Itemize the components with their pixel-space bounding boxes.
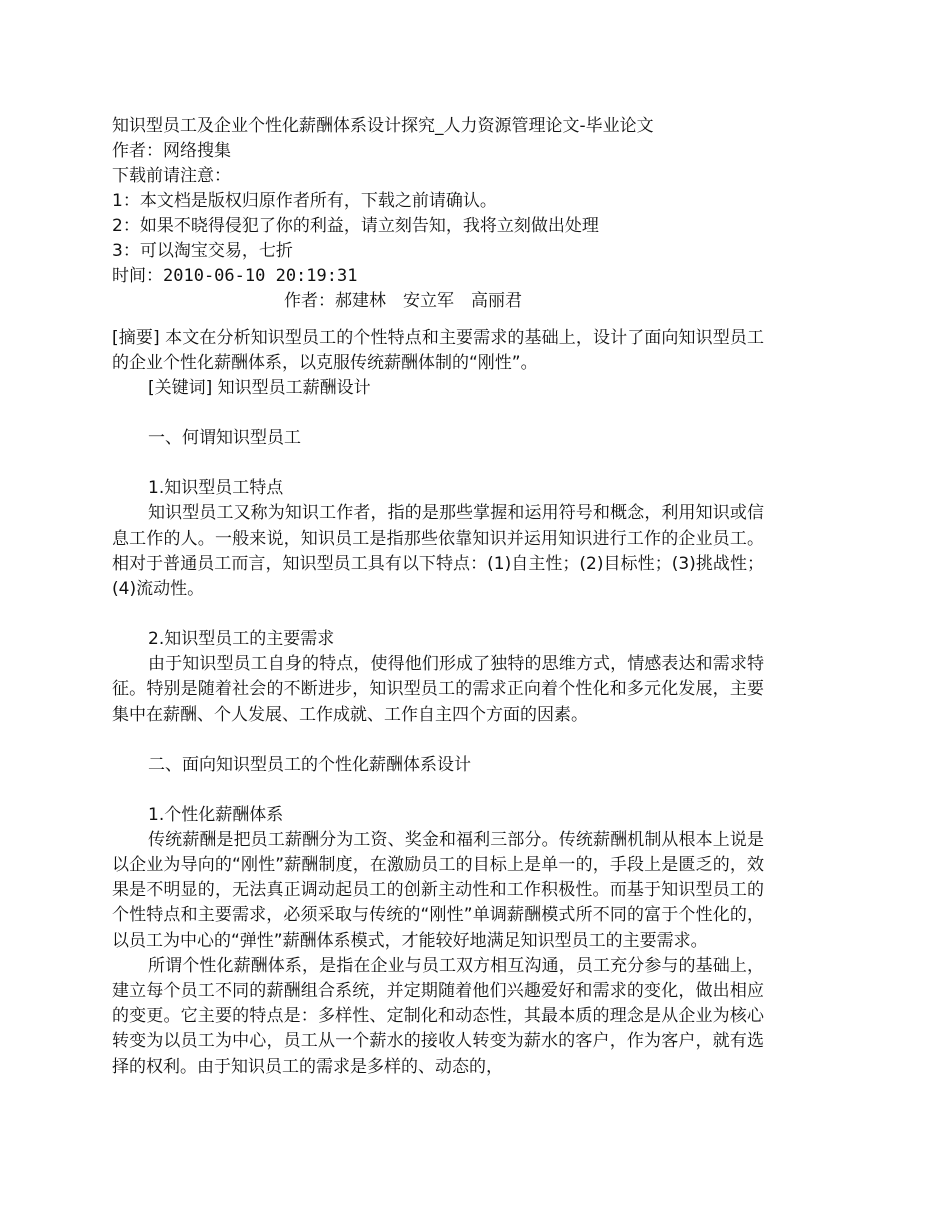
body-paragraph: 所谓个性化薪酬体系，是指在企业与员工双方相互沟通，员工充分参与的基础上，建立每个员工不同的薪酬组合系统，并定期随着他们兴趣爱好和需求的变化，做出相应的变更。它主要的特点是：多样性、定制化和动态性，其最本质的理念是从企业为核心转变为以员工为中心，员工从一个薪水的接收人转变为薪水的客户，作为客户，就有选择的权利。由于知识员工的需求是多样的、动态的， [112,955,764,1077]
document-page [112,114,772,1080]
article-authors: 作者：郝建林 安立军 高丽君 [284,291,522,311]
keywords: [关键词] 知识型员工薪酬设计 [148,378,371,399]
timestamp: 时间：2010-06-10 20:19:31 [112,266,358,286]
subsection-heading: 1.个性化薪酬体系 [148,804,284,825]
document-title: 知识型员工及企业个性化薪酬体系设计探究_人力资源管理论文-毕业论文 [112,116,654,136]
body-paragraph: 知识型员工又称为知识工作者，指的是那些掌握和运用符号和概念，利用知识或信息工作的人。一般来说，知识员工是指那些依靠知识并运用知识进行工作的企业员工。相对于普通员工而言，知识型员工具有以下特点：(1)自主性；(2)目标性；(3)挑战性；(4)流动性。 [112,503,764,600]
body-paragraph: 由于知识型员工自身的特点，使得他们形成了独特的思维方式，情感表达和需求特征。特别是随着社会的不断进步，知识型员工的需求正向着个性化和多元化发展，主要集中在薪酬、个人发展、工作成就、工作自主四个方面的因素。 [112,654,764,725]
section-heading: 二、面向知识型员工的个性化薪酬体系设计 [148,754,471,775]
notice-title: 下载前请注意： [112,166,231,186]
notice-item: 1：本文档是版权归原作者所有，下载之前请确认。 [112,191,497,211]
subsection-heading: 2.知识型员工的主要需求 [148,629,335,650]
body-paragraph: 传统薪酬是把员工薪酬分为工资、奖金和福利三部分。传统薪酬机制从根本上说是以企业为导向的“刚性”薪酬制度，在激励员工的目标上是单一的，手段上是匮乏的，效果是不明显的，无法真正调动起员工的创新主动性和工作积极性。而基于知识型员工的个性特点和主要需求，必须采取与传统的“刚性”单调薪酬模式所不同的富于个性化的，以员工为中心的“弹性”薪酬体系模式，才能较好地满足知识型员工的主要需求。 [112,829,764,951]
section-heading: 一、何谓知识型员工 [148,428,301,449]
abstract: [摘要] 本文在分析知识型员工的个性特点和主要需求的基础上，设计了面向知识型员工的企业个性化薪酬体系，以克服传统薪酬体制的“刚性”。 [112,328,764,374]
source-line: 作者：网络搜集 [112,141,231,161]
notice-item: 3：可以淘宝交易，七折 [112,241,293,261]
subsection-heading: 1.知识型员工特点 [148,478,284,499]
notice-item: 2：如果不晓得侵犯了你的利益，请立刻告知，我将立刻做出处理 [112,216,599,236]
